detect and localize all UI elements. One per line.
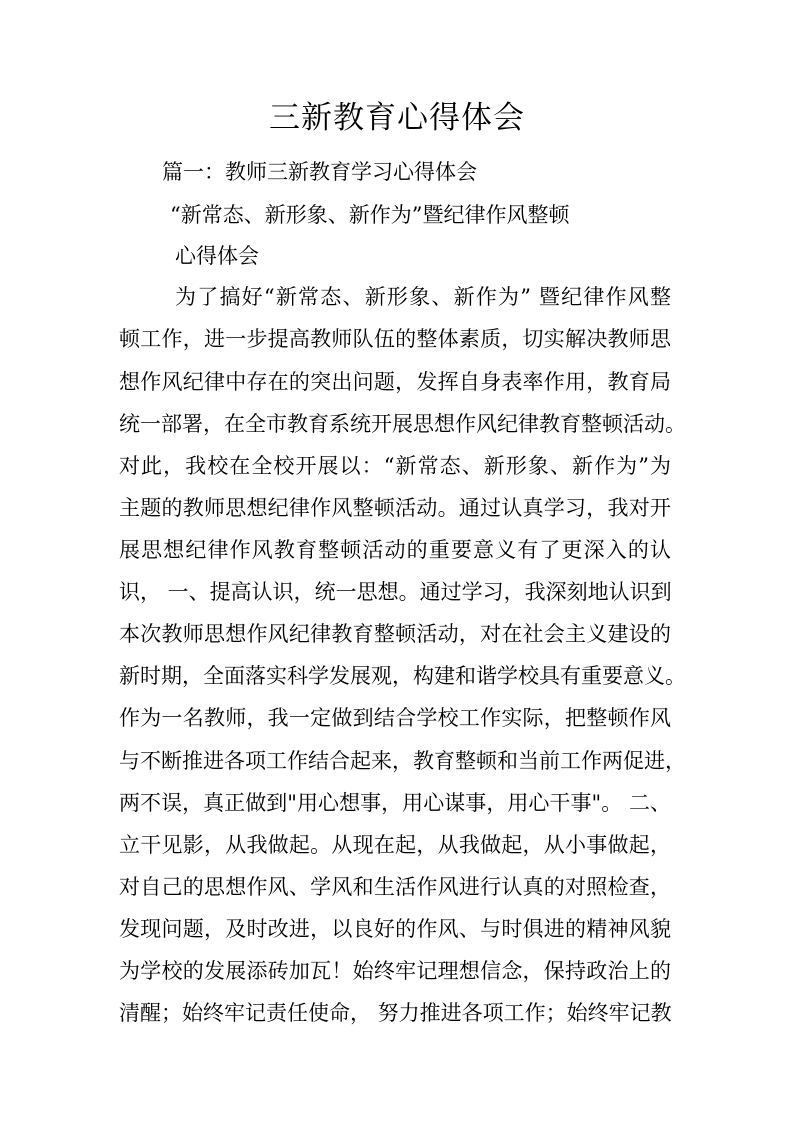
section-heading: 篇一：教师三新教育学习心得体会 (162, 160, 477, 184)
body-line: 为学校的发展添砖加瓦！始终牢记理想信念，保持政治上的 (119, 959, 671, 983)
body-line: 新时期，全面落实科学发展观，构建和谐学校具有重要意义。 (119, 664, 686, 688)
article-title-continued: 心得体会 (175, 244, 259, 268)
body-line: 为了搞好“新常态、新形象、新作为” 暨纪律作风整 (175, 285, 671, 309)
article-title: “新常态、新形象、新作为”暨纪律作风整顿 (170, 203, 570, 227)
body-line: 对此，我校在全校开展以：“新常态、新形象、新作为”为 (119, 454, 671, 478)
body-line: 顿工作，进一步提高教师队伍的整体素质，切实解决教师思 (119, 327, 671, 351)
body-line: 与不断推进各项工作结合起来，教育整顿和当前工作两促进， (119, 749, 686, 773)
body-line: 清醒；始终牢记责任使命， 努力推进各项工作；始终牢记教 (119, 1001, 672, 1025)
body-line: 识， 一、提高认识，统一思想。通过学习，我深刻地认识到 (119, 580, 672, 604)
document-title: 三新教育心得体会 (269, 100, 525, 136)
body-line: 本次教师思想作风纪律教育整顿活动，对在社会主义建设的 (119, 622, 671, 646)
body-line: 作为一名教师，我一定做到结合学校工作实际，把整顿作风 (119, 706, 671, 730)
body-line: 对自己的思想作风、学风和生活作风进行认真的对照检查， (119, 875, 671, 899)
body-line: 展思想纪律作风教育整顿活动的重要意义有了更深入的认 (119, 538, 671, 562)
body-line: 两不误，真正做到"用心想事，用心谋事，用心干事"。 二、 (119, 791, 671, 815)
body-line: 立干见影，从我做起。从现在起，从我做起，从小事做起， (119, 833, 671, 857)
body-line: 主题的教师思想纪律作风整顿活动。通过认真学习，我对开 (119, 496, 671, 520)
body-line: 想作风纪律中存在的突出问题，发挥自身表率作用，教育局 (119, 370, 671, 394)
body-line: 发现问题，及时改进，以良好的作风、与时俱进的精神风貌 (119, 917, 671, 941)
body-line: 统一部署，在全市教育系统开展思想作风纪律教育整顿活动。 (119, 412, 686, 436)
